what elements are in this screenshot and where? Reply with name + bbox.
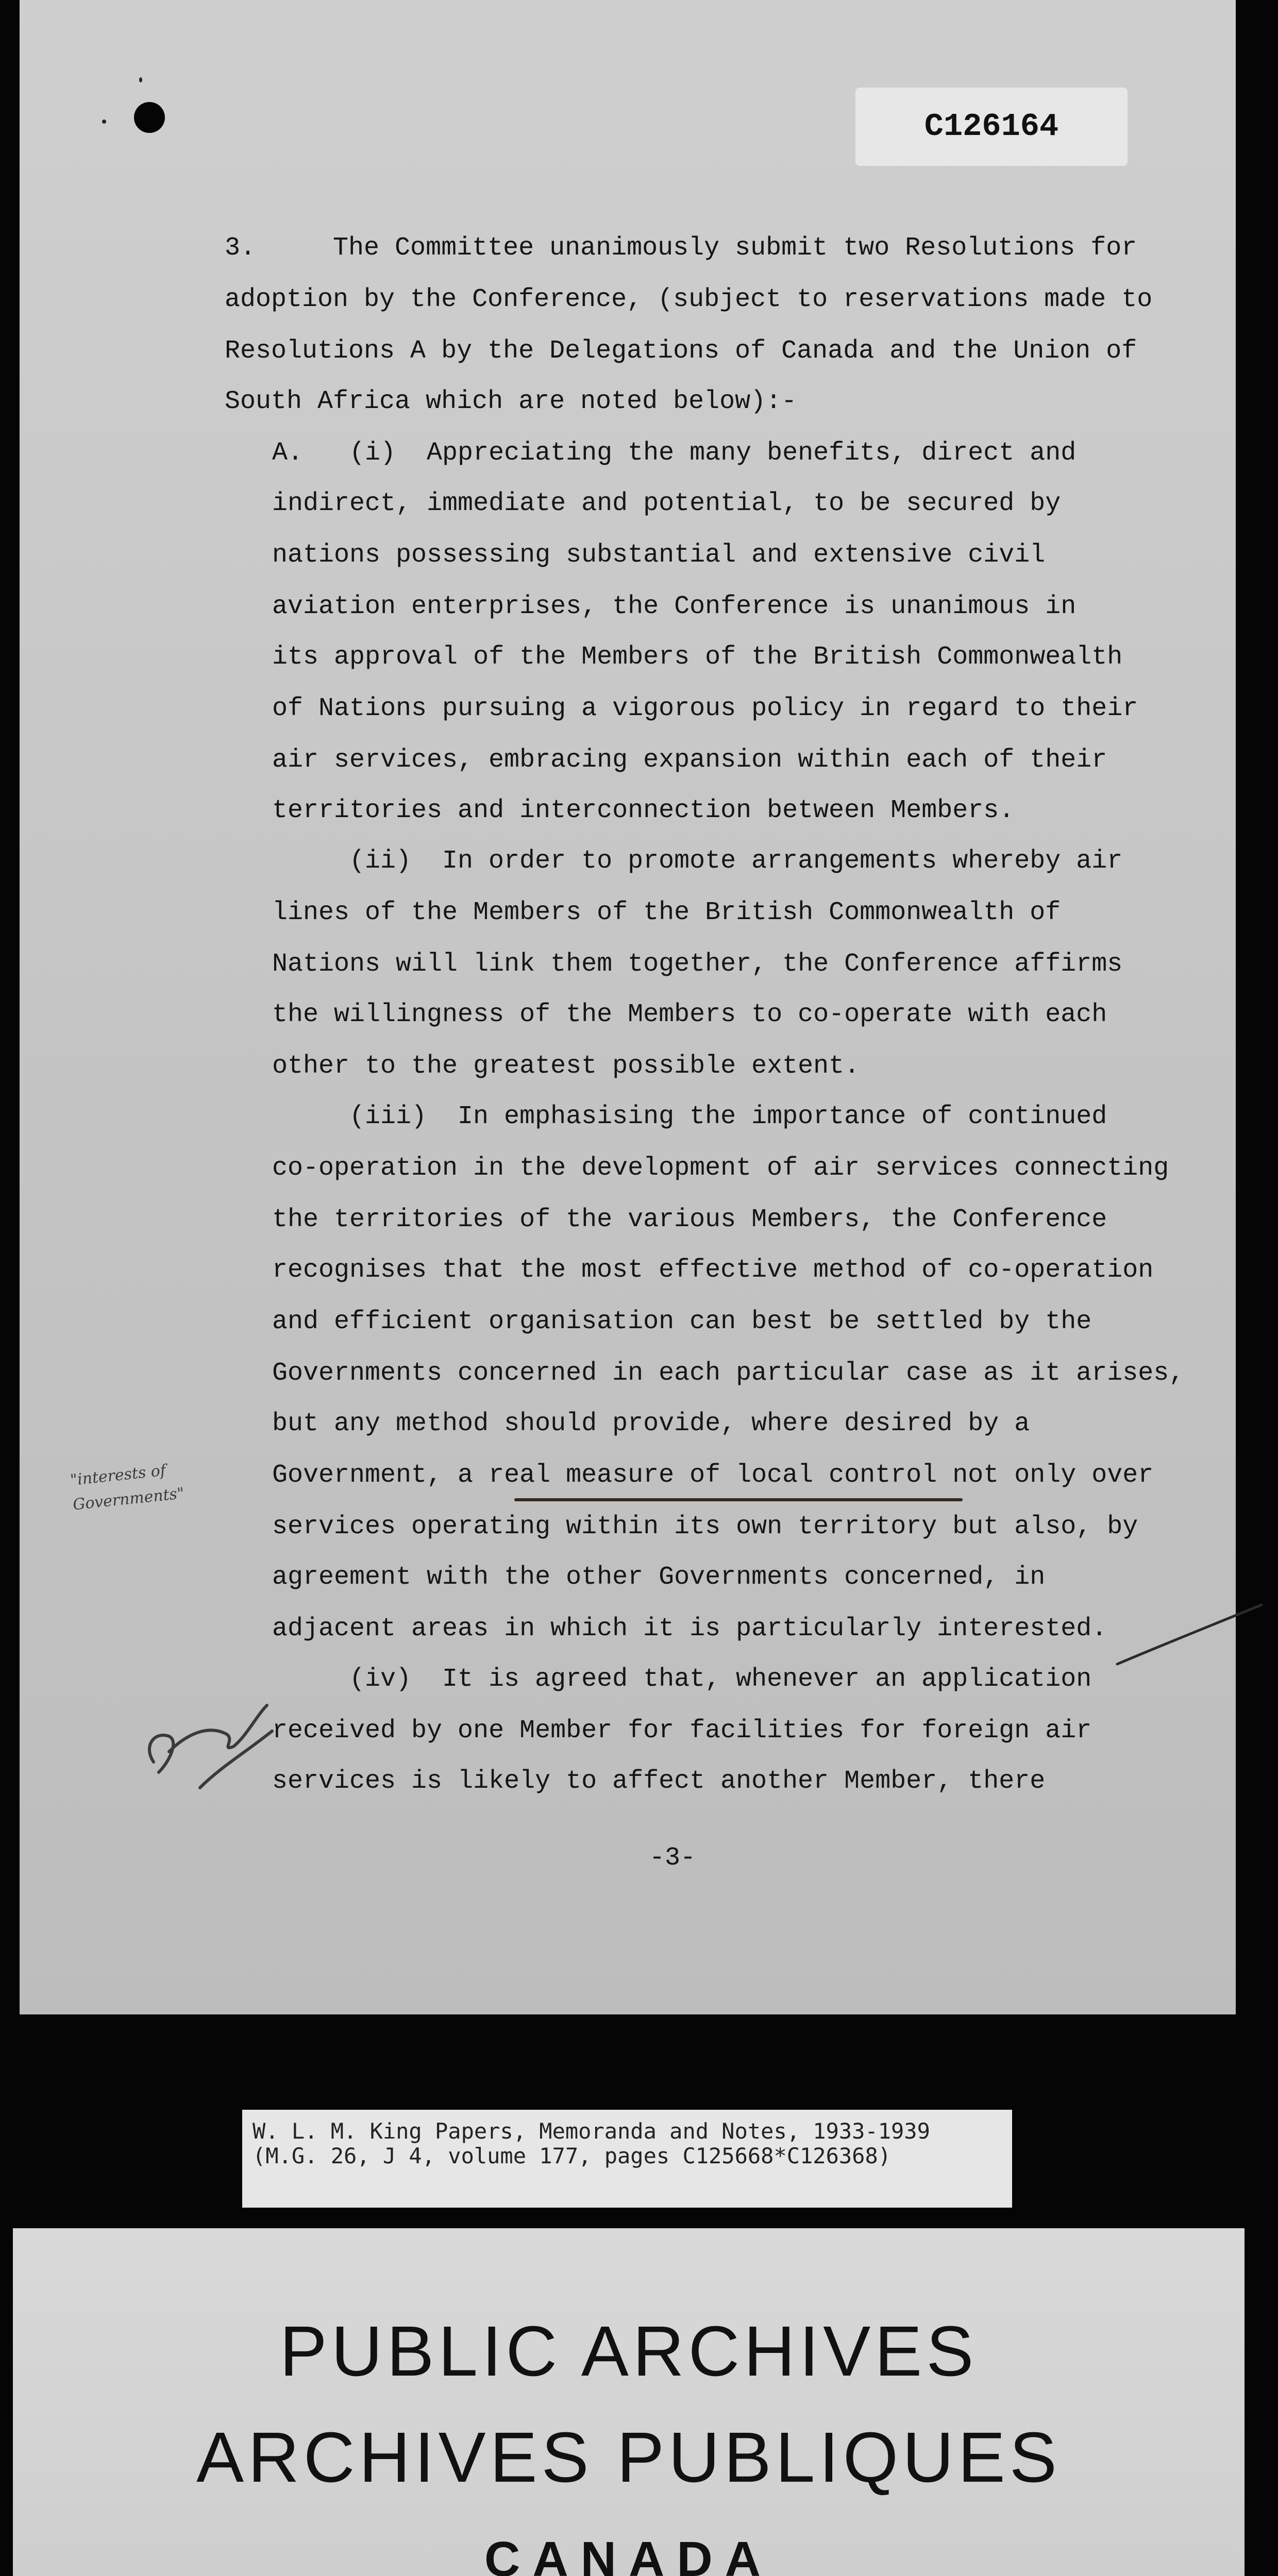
handwritten-underline xyxy=(514,1498,963,1501)
resolution-line: Nations will link them together, the Conference affirms xyxy=(272,950,1123,979)
resolution-line: recognises that the most effective method of co-operation xyxy=(272,1256,1154,1285)
resolution-line: adjacent areas in which it is particularly interested. xyxy=(272,1614,1107,1643)
archives-label-english: PUBLIC ARCHIVES xyxy=(279,2312,978,2391)
resolution-line: other to the greatest possible extent. xyxy=(272,1052,860,1081)
resolution-line: the territories of the various Members, the Conference xyxy=(272,1205,1107,1234)
citation-line: (M.G. 26, J 4, volume 177, pages C125668*C126368) xyxy=(253,2143,892,2168)
paragraph-line: adoption by the Conference, (subject to reservations made to xyxy=(225,285,1153,314)
archives-label-country: CANADA xyxy=(484,2532,773,2576)
resolution-line: received by one Member for facilities for foreign air xyxy=(272,1716,1092,1745)
resolution-line: Governments concerned in each particular case as it arises, xyxy=(272,1359,1185,1388)
resolution-line: lines of the Members of the British Commonwealth of xyxy=(272,898,1061,927)
resolution-line: and efficient organisation can best be settled by the xyxy=(272,1307,1092,1336)
resolution-line: A. (i) Appreciating the many benefits, direct and xyxy=(272,438,1077,468)
resolution-line: Government, a real measure of local control not only over xyxy=(272,1461,1154,1490)
archives-label xyxy=(13,2228,1245,2576)
resolution-line: services operating within its own territory but also, by xyxy=(272,1512,1138,1541)
resolution-line: the willingness of the Members to co-operate with each xyxy=(272,1000,1107,1029)
resolution-line: indirect, immediate and potential, to be secured by xyxy=(272,489,1061,518)
paragraph-line: 3. The Committee unanimously submit two Resolutions for xyxy=(225,233,1137,263)
resolution-line: aviation enterprises, the Conference is unanimous in xyxy=(272,592,1077,621)
resolution-line: but any method should provide, where desired by a xyxy=(272,1409,1030,1438)
resolution-line: nations possessing substantial and extensive civil xyxy=(272,540,1046,570)
resolution-line: of Nations pursuing a vigorous policy in regard to their xyxy=(272,694,1138,723)
paragraph-line: Resolutions A by the Delegations of Canada and the Union of xyxy=(225,336,1137,366)
paragraph-line: South Africa which are noted below):- xyxy=(225,387,797,416)
resolution-line: (iv) It is agreed that, whenever an application xyxy=(349,1665,1092,1694)
archives-label-french: ARCHIVES PUBLIQUES xyxy=(196,2418,1061,2497)
handwritten-stroke xyxy=(1112,1597,1267,1669)
punch-hole xyxy=(134,102,165,133)
resolution-line: its approval of the Members of the British Commonwealth xyxy=(272,642,1123,672)
control-number: C126164 xyxy=(855,88,1128,166)
page-number: -3- xyxy=(649,1843,696,1873)
speck xyxy=(139,77,142,82)
resolution-line: co-operation in the development of air services connecting xyxy=(272,1154,1169,1183)
resolution-line: territories and interconnection between Members. xyxy=(272,796,1015,825)
resolution-line: services is likely to affect another Member, there xyxy=(272,1767,1046,1796)
handwritten-margin-note: "interests of Governments" xyxy=(69,1461,186,1514)
handwritten-signature xyxy=(133,1685,288,1798)
citation-line: W. L. M. King Papers, Memoranda and Notes, 1933-1939 xyxy=(253,2119,930,2144)
resolution-line: (ii) In order to promote arrangements whereby air xyxy=(349,846,1123,876)
resolution-line: air services, embracing expansion within each of their xyxy=(272,745,1107,775)
resolution-line: (iii) In emphasising the importance of continued xyxy=(349,1102,1107,1131)
resolution-line: agreement with the other Governments concerned, in xyxy=(272,1563,1046,1592)
archival-citation xyxy=(242,2110,1012,2208)
document-page xyxy=(20,0,1236,2014)
speck xyxy=(102,120,106,124)
